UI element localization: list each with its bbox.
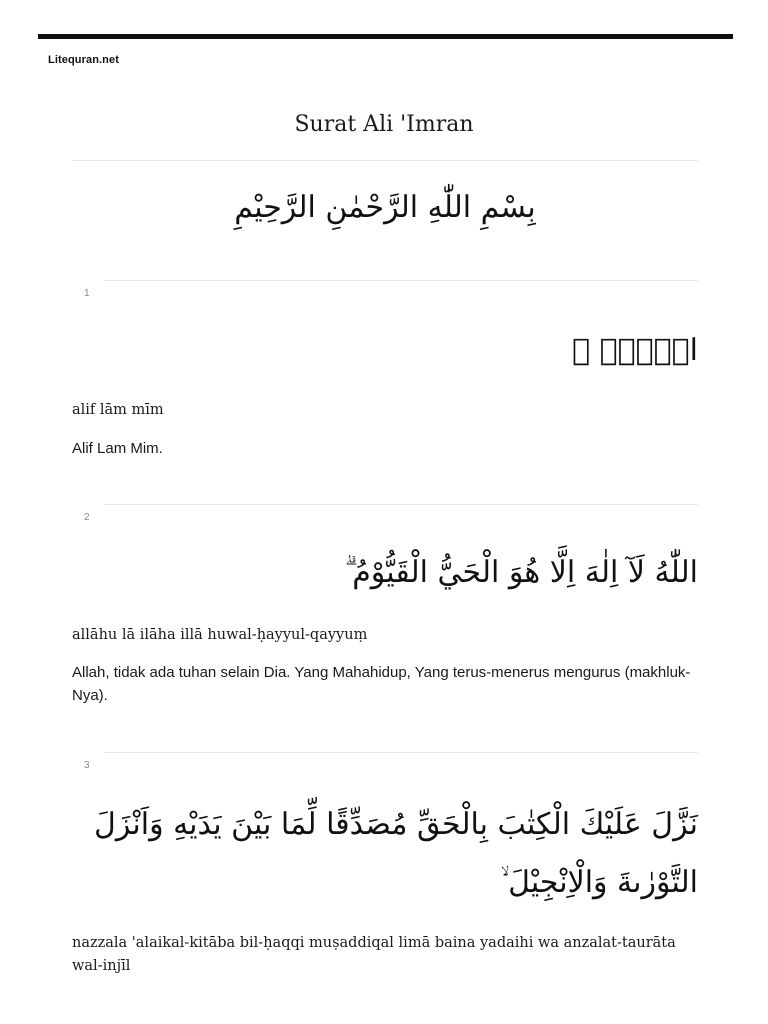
verse-divider bbox=[104, 280, 698, 281]
title-divider bbox=[72, 160, 698, 161]
page-title: Surat Ali 'Imran bbox=[294, 112, 474, 137]
site-name-link[interactable]: Litequran.net bbox=[48, 54, 119, 66]
verse-divider bbox=[104, 752, 698, 753]
verse-number: 3 bbox=[84, 760, 90, 771]
verse-number: 1 bbox=[84, 288, 90, 299]
verse-arabic: اللّٰهُ لَآ اِلٰهَ اِلَّا هُوَ الْحَيُّ الْقَيُّوْمُ ۗ bbox=[344, 555, 698, 590]
verse-arabic: نَزَّلَ عَلَيْكَ الْكِتٰبَ بِالْحَقِّ مُصَدِّقًا لِّمَا بَيْنَ يَدَيْهِ وَاَنْزَلَ التَّوْرٰىةَ وَالْاِنْجِيْلَ ۙ bbox=[94, 807, 698, 900]
verse-translation: Allah, tidak ada tuhan selain Dia. Yang Mahahidup, Yang terus-menerus mengurus (makhluk-Nya). bbox=[72, 664, 691, 704]
verse-arabic: الۤمّۤ ۗ bbox=[572, 333, 698, 368]
top-bar bbox=[38, 34, 733, 39]
verse-transliteration: alif lām mīm bbox=[72, 402, 164, 418]
basmala: بِسْمِ اللّٰهِ الرَّحْمٰنِ الرَّحِيْمِ bbox=[234, 190, 536, 225]
verse-transliteration: allāhu lā ilāha illā huwal-ḥayyul-qayyuṃ bbox=[72, 627, 368, 643]
verse-transliteration: nazzala 'alaikal-kitāba bil-ḥaqqi muṣaddiqal limā baina yadaihi wa anzalat-taurāta wal-injīl bbox=[72, 935, 676, 974]
verse-divider bbox=[104, 504, 698, 505]
verse-translation: Alif Lam Mim. bbox=[72, 440, 163, 457]
verse-number: 2 bbox=[84, 512, 90, 523]
